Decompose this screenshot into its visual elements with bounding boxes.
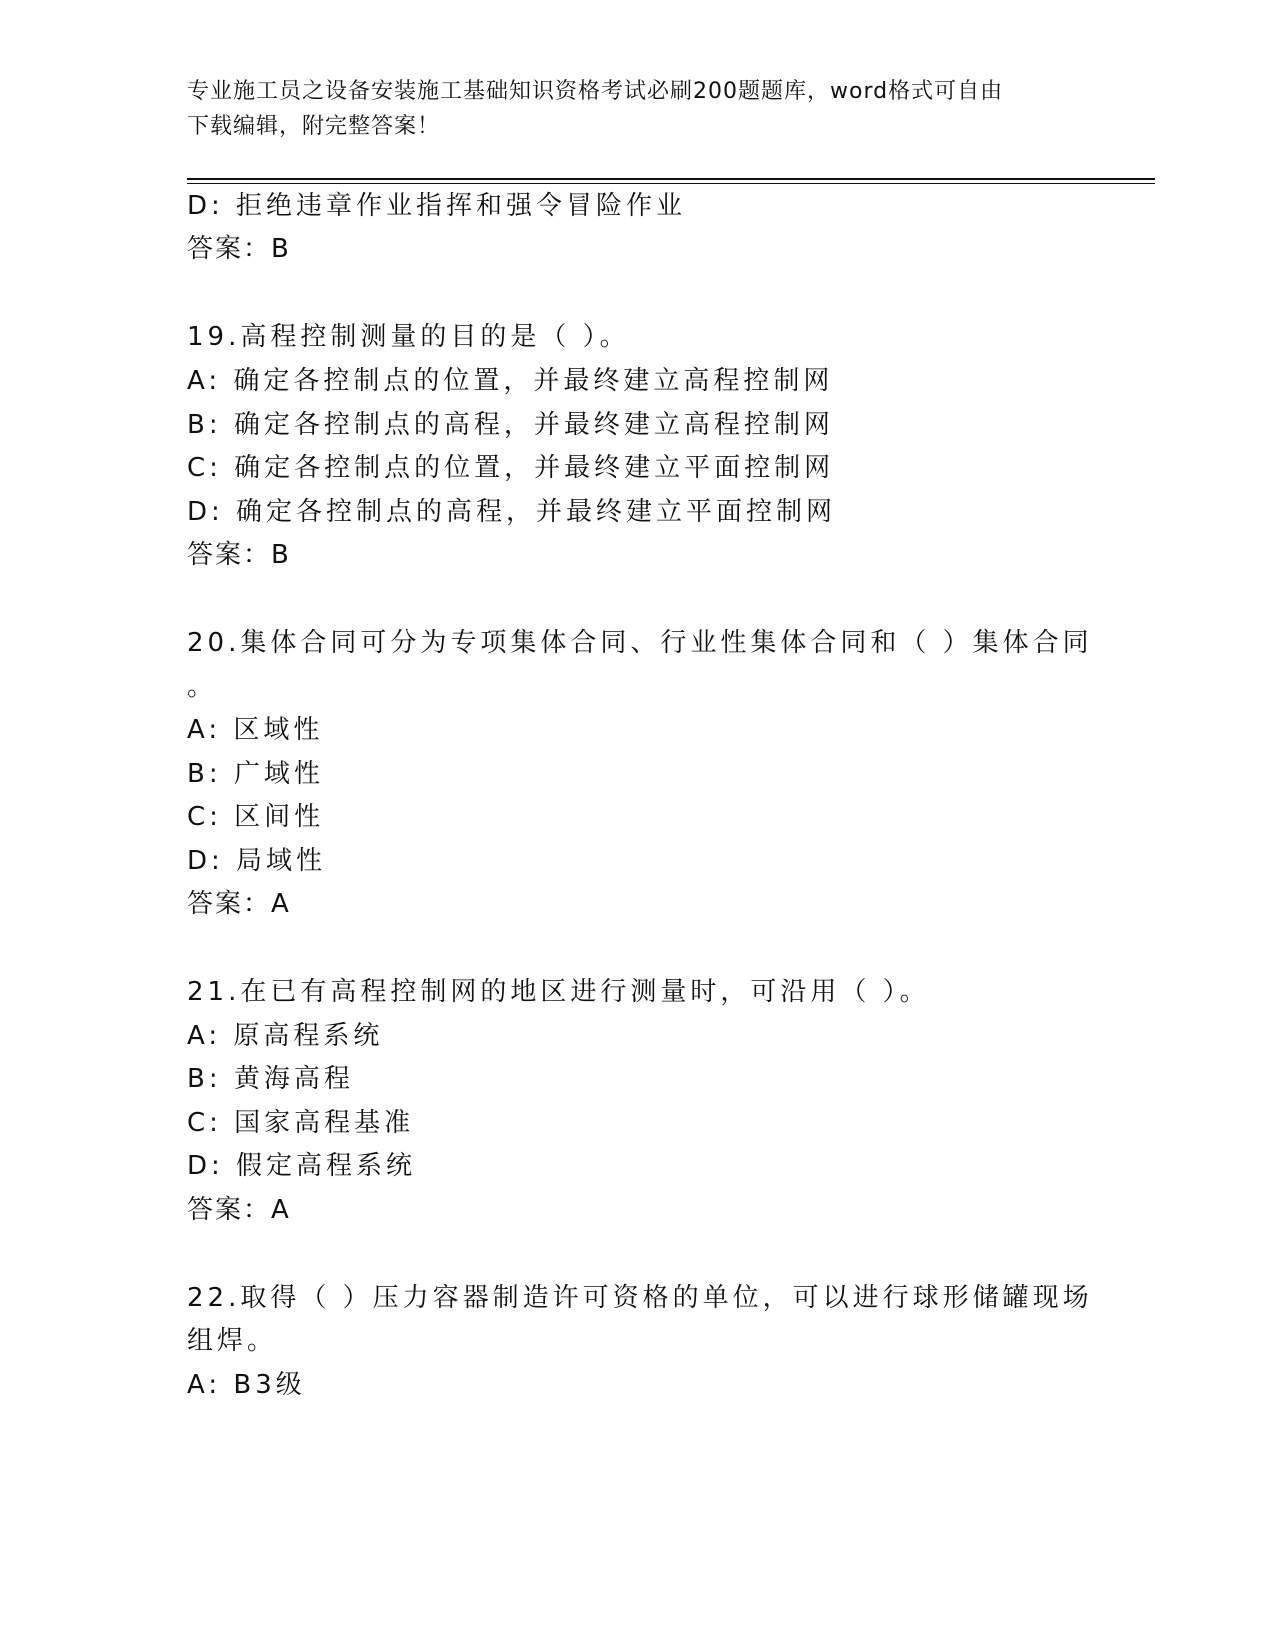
- q21-option-b: B: 黄海高程: [187, 1064, 354, 1094]
- q19-option-c: C: 确定各控制点的位置，并最终建立平面控制网: [187, 453, 835, 483]
- q19-answer: 答案：B: [187, 540, 291, 570]
- q20-option-d: D: 局域性: [187, 846, 327, 876]
- q20-option-a: A: 区域性: [187, 715, 324, 745]
- q22-stem-line-1: 22.取得（ ）压力容器制造许可资格的单位，可以进行球形储罐现场: [187, 1283, 1093, 1313]
- q22-option-a: A: B3级: [187, 1370, 306, 1400]
- header-line-1: 专业施工员之设备安装施工基础知识资格考试必刷200题题库，word格式可自由: [187, 79, 1004, 104]
- header-line-2: 下载编辑，附完整答案！: [187, 114, 441, 139]
- document-header: [187, 74, 1087, 144]
- q18-answer: 答案：B: [187, 234, 291, 264]
- q21-option-c: C: 国家高程基准: [187, 1108, 415, 1138]
- q21-answer: 答案：A: [187, 1195, 291, 1225]
- q19-stem: 19.高程控制测量的目的是（ ）。: [187, 322, 630, 352]
- header-divider-thin: [187, 183, 1155, 184]
- q20-stem-line-2: 。: [187, 672, 218, 702]
- q21-option-a: A: 原高程系统: [187, 1021, 384, 1051]
- q20-option-b: B: 广域性: [187, 759, 324, 789]
- q20-stem-line-1: 20.集体合同可分为专项集体合同、行业性集体合同和（ ）集体合同: [187, 628, 1093, 658]
- q22-stem-line-2: 组焊。: [187, 1326, 278, 1356]
- q18-option-d: D: 拒绝违章作业指挥和强令冒险作业: [187, 191, 687, 221]
- q21-option-d: D: 假定高程系统: [187, 1151, 417, 1181]
- q20-option-c: C: 区间性: [187, 802, 325, 832]
- q21-stem: 21.在已有高程控制网的地区进行测量时，可沿用（ ）。: [187, 977, 930, 1007]
- q19-option-d: D: 确定各控制点的高程，并最终建立平面控制网: [187, 497, 837, 527]
- q19-option-a: A: 确定各控制点的位置，并最终建立高程控制网: [187, 366, 834, 396]
- q20-answer: 答案：A: [187, 889, 291, 919]
- q19-option-b: B: 确定各控制点的高程，并最终建立高程控制网: [187, 410, 834, 440]
- header-divider-thick: [187, 178, 1155, 180]
